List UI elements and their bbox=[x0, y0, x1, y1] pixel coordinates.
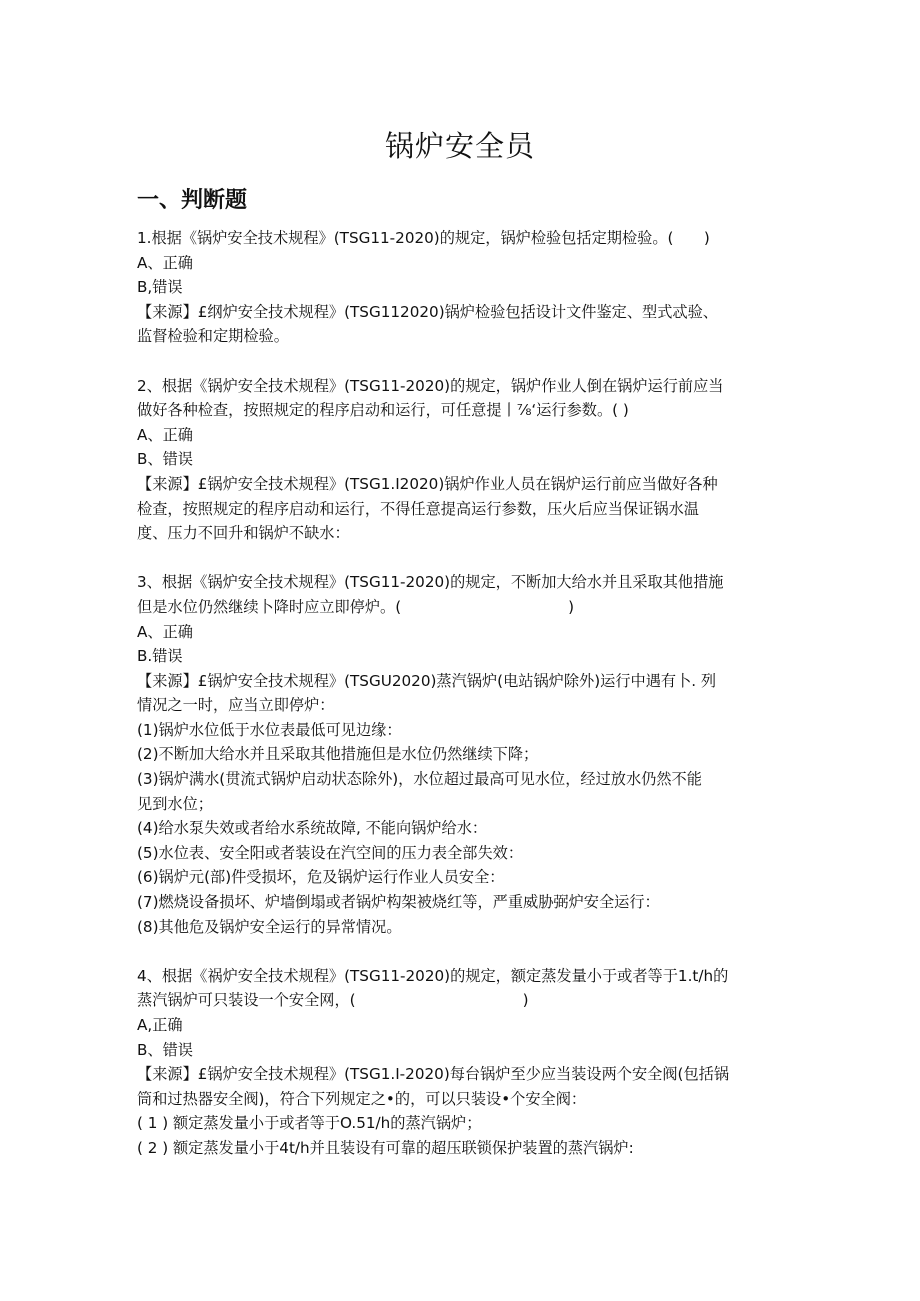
question-4-source: 【来源】£锅炉安全技术规程》(TSG1.I-2020)每台锅炉至少应当装设两个安全阀(包括锅 bbox=[137, 1065, 730, 1084]
question-3-stem: 但是水位仍然继续卜降时应立即停炉。( ) bbox=[137, 597, 575, 616]
list-item: (8)其他危及锅炉安全运行的异常情况。 bbox=[137, 917, 402, 936]
section-heading: 一、判断题 bbox=[137, 188, 248, 213]
list-item: 见到水位； bbox=[137, 794, 213, 813]
spacer bbox=[137, 939, 797, 964]
document-body bbox=[137, 226, 797, 1161]
question-4-stem: 4、根据《祸炉安全技术规程》(TSG11-2020)的规定，额定蒸发量小于或者等于1.t∕h的 bbox=[137, 966, 729, 985]
list-item: (3)锅炉满水(贯流式锅炉启动状态除外)，水位超过最高可见水位，经过放水仍然不能 bbox=[137, 770, 702, 789]
question-3-option-a: A、正确 bbox=[137, 622, 193, 641]
list-item: (7)燃烧设备损坏、炉墙倒塌或者锅炉构架被烧红等，严重威胁弼炉安全运行： bbox=[137, 893, 660, 912]
document-title: 锅炉安全员 bbox=[384, 129, 535, 163]
question-1-stem: 1.根据《锅炉安全技术规程》(TSG11-2020)的规定，锅炉检验包括定期检验。( ) bbox=[137, 229, 710, 247]
question-1-option-b: B,错误 bbox=[137, 278, 183, 297]
question-2-source: 度、压力不回升和锅炉不缺水： bbox=[137, 524, 350, 543]
question-block-4 bbox=[137, 964, 797, 1161]
question-2-source: 【来源】£锅炉安全技术规程》(TSG1.I2020)锅炉作业人员在锅炉运行前应当做好各种 bbox=[137, 474, 718, 493]
question-2-stem: 2、根据《锅炉安全技术规程》(TSG11-2020)的规定，锅炉作业人倒在锅炉运行前应当 bbox=[137, 376, 724, 395]
question-block-2 bbox=[137, 374, 797, 546]
question-4-source: 筒和过热器安全阀)，符合下列规定之•的，可以只装设•个安全阀： bbox=[137, 1089, 587, 1108]
question-2-stem: 做好各种检查，按照规定的程序启动和运行，可任意提丨⅞‘运行参数。( ) bbox=[137, 401, 629, 420]
list-item: (1)锅炉水位低于水位表最低可见边缘： bbox=[137, 720, 402, 739]
question-4-option-b: B、错误 bbox=[137, 1040, 193, 1059]
list-item: (2)不断加大给水并且采取其他措施但是水位仍然继续下降； bbox=[137, 745, 539, 764]
question-3-source: 【来源】£锅炉安全技术规程》(TSGU2020)蒸汽锅炉(电站锅炉除外)运行中遇有卜. 列 bbox=[137, 671, 717, 690]
list-item: ( 1 ) 额定蒸发量小于或者等于O.51∕h的蒸汽锅炉； bbox=[137, 1114, 482, 1133]
question-2-source: 检查，按照规定的程序启动和运行，不得任意提高运行参数，压火后应当保证锅水温 bbox=[137, 499, 699, 518]
question-4-option-a: A,正确 bbox=[137, 1016, 183, 1034]
question-block-1 bbox=[137, 226, 797, 349]
question-3-stem: 3、根据《锅炉安全技术规程》(TSG11-2020)的规定，不断加大给水并且采取其他措施 bbox=[137, 573, 724, 592]
list-item: ( 2 ) 额定蒸发量小于4t∕h并且装设有可靠的超压联锁保护装置的蒸汽锅炉: bbox=[137, 1138, 634, 1157]
list-item: (4)给水泵失效或者给水系统故障, 不能向锅炉给水： bbox=[137, 819, 488, 838]
question-4-stem: 蒸汽锅炉可只装设一个安全网，( ) bbox=[137, 991, 529, 1010]
question-3-option-b: B.错误 bbox=[137, 647, 183, 666]
question-1-option-a: A、正确 bbox=[137, 253, 193, 272]
spacer bbox=[137, 349, 797, 374]
list-item: (6)锅炉元(部)件受损坏，危及锅炉运行作业人员安全： bbox=[137, 868, 505, 887]
question-2-option-b: B、错误 bbox=[137, 450, 193, 469]
question-1-source: 【来源】£纲炉安全技术规程》(TSG112020)锅炉检验包括设计文件鉴定、型式忒验、 bbox=[137, 302, 718, 321]
question-1-source: 监督检验和定期检验。 bbox=[137, 327, 289, 346]
spacer bbox=[137, 546, 797, 571]
question-3-source: 情况之一时，应当立即停炉： bbox=[137, 696, 335, 715]
question-2-option-a: A、正确 bbox=[137, 425, 193, 444]
question-block-3 bbox=[137, 570, 797, 939]
list-item: (5)水位表、安全阳或者装设在汽空间的压力表全部失效： bbox=[137, 843, 524, 862]
